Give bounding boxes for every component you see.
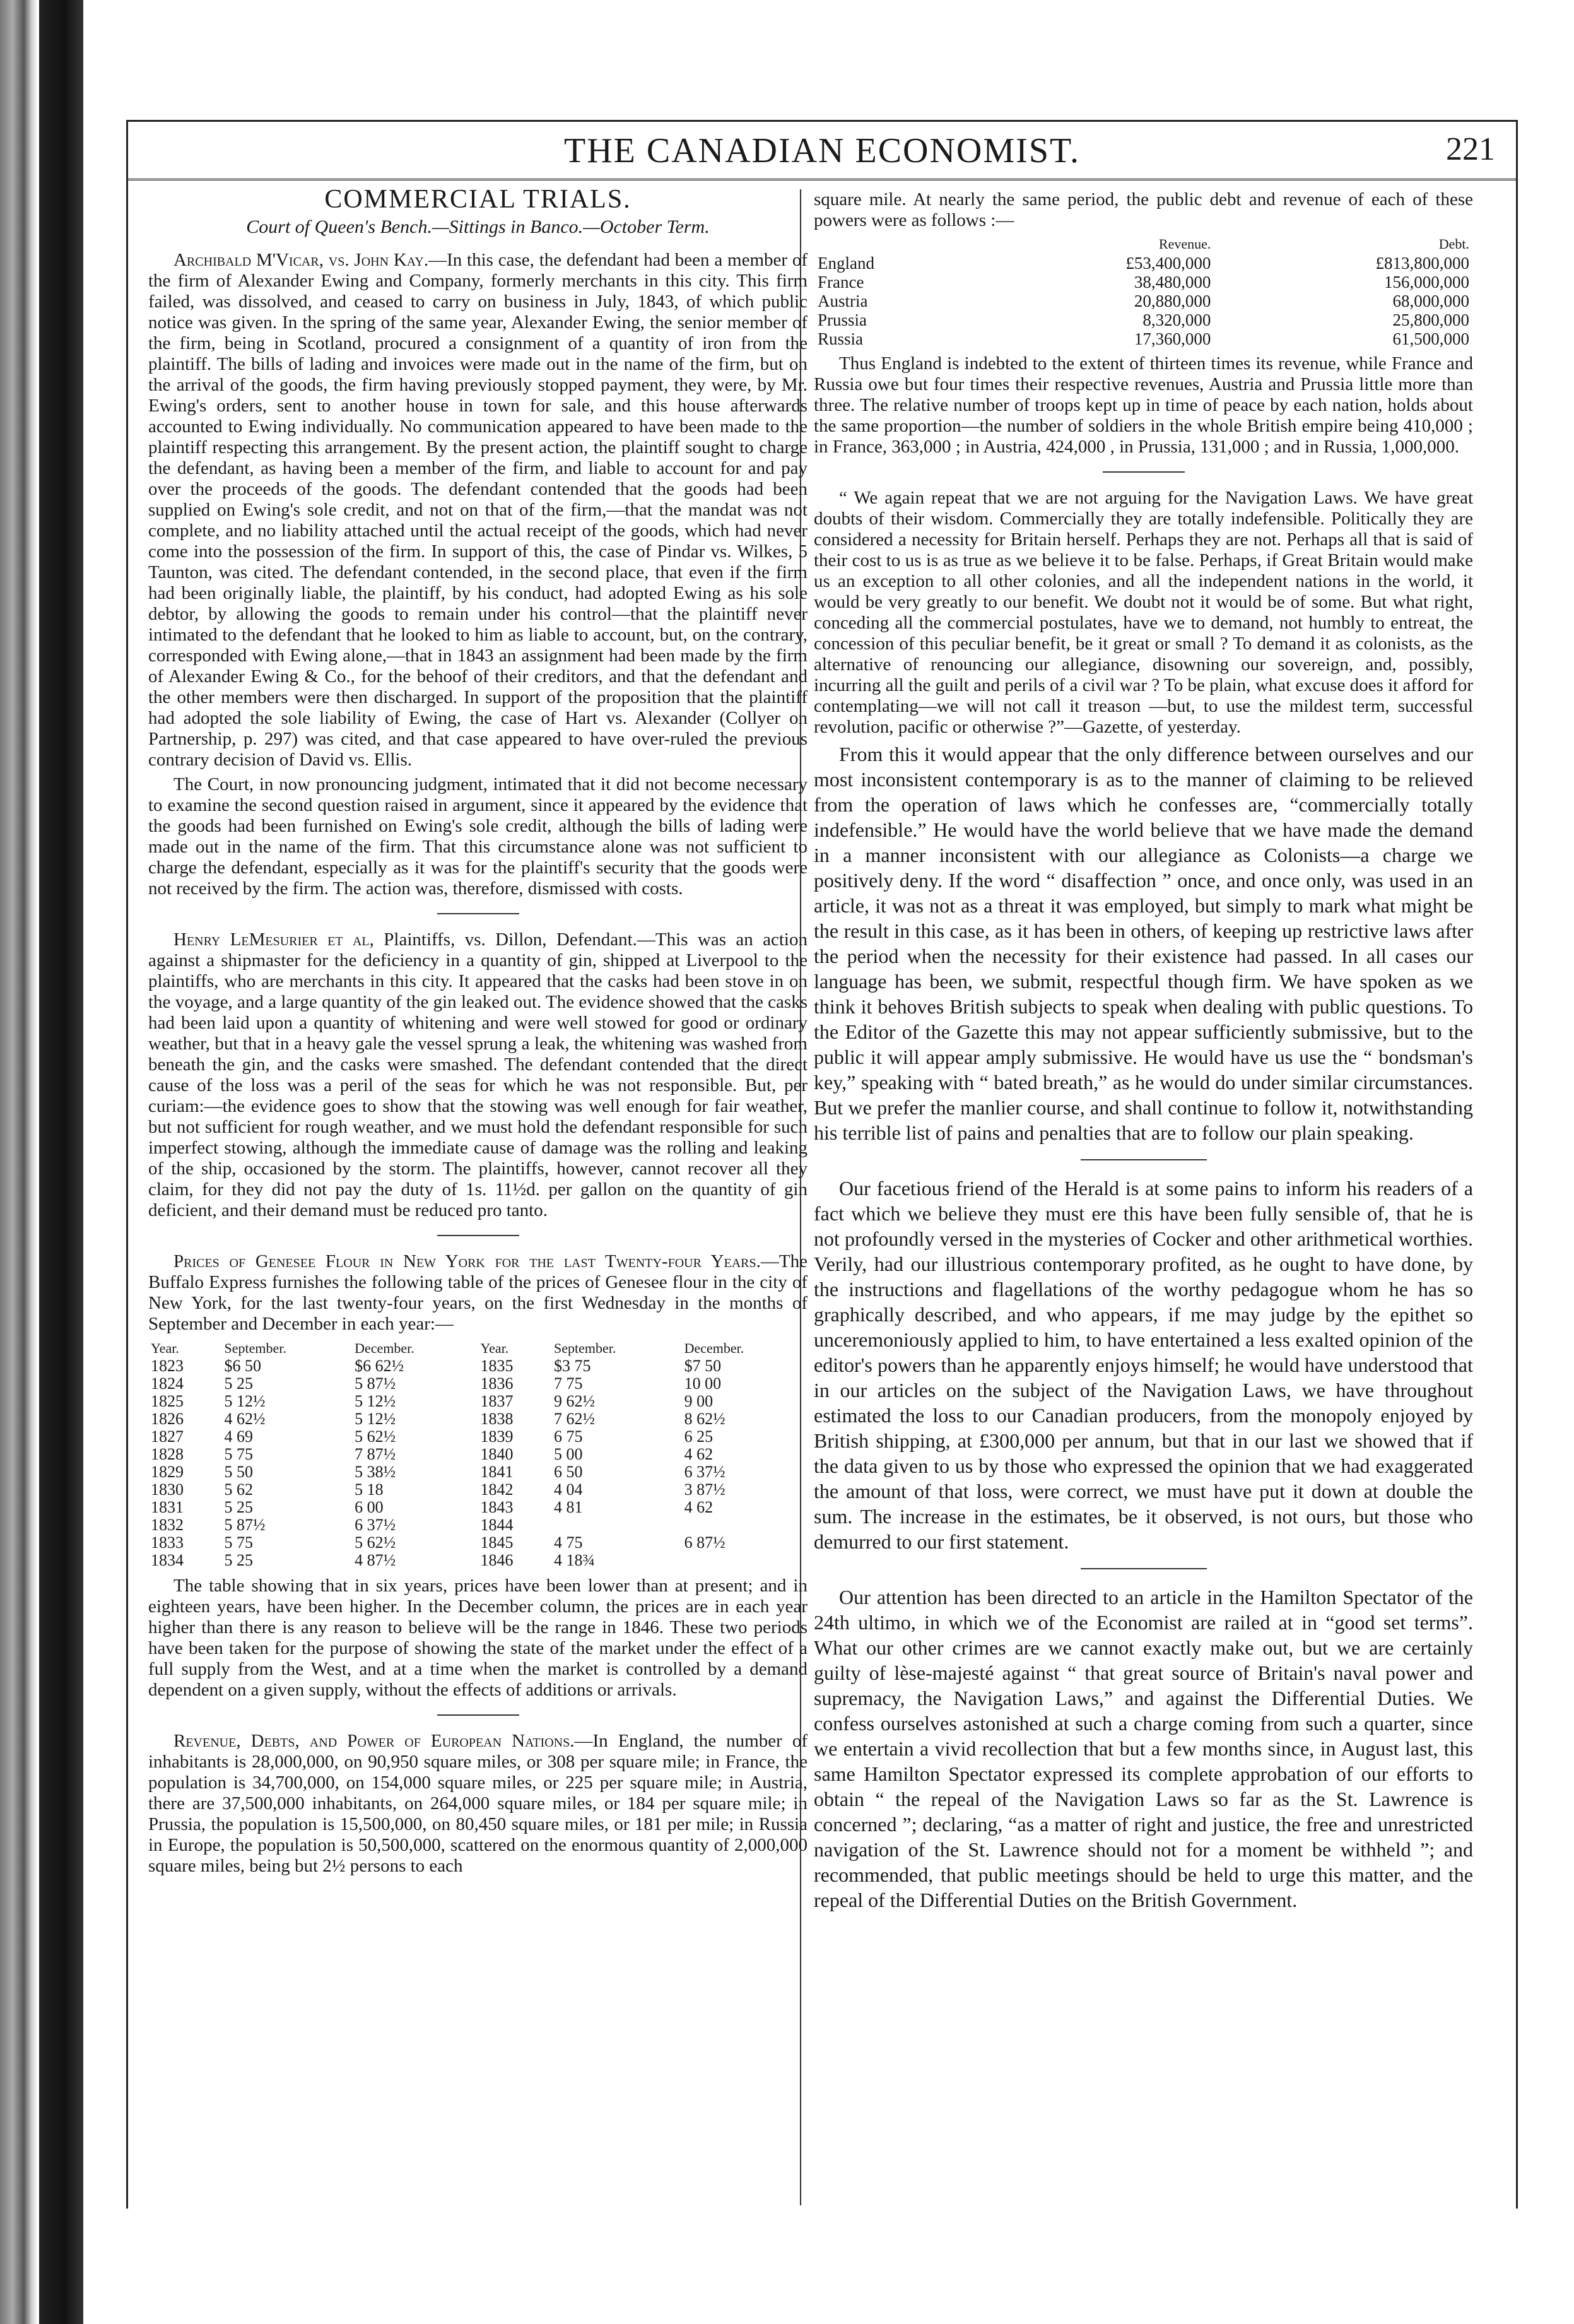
table-cell: 1844 (480, 1516, 514, 1534)
revenue-continued: square mile. At nearly the same period, the public debt and revenue of each of these powers were as follows :— (814, 189, 1473, 230)
table-row (148, 1393, 808, 1410)
table-row (148, 1357, 808, 1375)
table-row (148, 1499, 808, 1516)
table-cell: 1842 (480, 1480, 514, 1499)
table-header: December. (684, 1340, 744, 1356)
revenue-paragraph (148, 1731, 808, 1877)
spectator-paragraph: Our attention has been directed to an article in the Hamilton Spectator of the 24th ultimo, in which we of the Economist are railed at in “good set terms”. What our other crimes are we cannot exactly make out, but we are certainly guilty of lèse-majesté against “ that great source of Britain's naval power and supremacy, the Navigation Laws,” and against the Differential Duties. We confess ourselves astonished at such a charge coming from such a quarter, since we entertain a vivid recollection that but a few months since, in August last, this same Hamilton Spectator expressed its complete approbation of our efforts to obtain “ the repeal of the Navigation Laws so far as the St. Lawrence is concerned ”; declaring, “as a matter of right and justice, the free and unrestricted navigation of the St. Lawrence should not for a moment be withheld ”; and recommended, that public meetings should be held to urge this matter, and the repeal of the Differential Duties on the British Government. (814, 1586, 1473, 1911)
table-cell: 1827 (151, 1427, 184, 1446)
amount-cell: 25,800,000 (1392, 310, 1469, 329)
country-name: England (818, 254, 874, 273)
table-row (148, 1428, 808, 1446)
table-cell: 5 75 (224, 1445, 254, 1463)
table-cell: 1825 (151, 1392, 184, 1410)
table-cell: 6 00 (355, 1498, 384, 1516)
table-cell: 8 62½ (684, 1410, 725, 1428)
flour-prices-table (148, 1340, 808, 1569)
amount-cell: 61,500,000 (1392, 329, 1469, 348)
debt-note: Thus England is indebted to the extent of thirteen times its revenue, while France and Russia owe but four times their respective revenues, Austria and Prussia little more than three. The relative number of troops kept up in time of peace by each nation, holds about the same proportion—the number of soldiers in the whole British empire being 410,000 ; in France, 363,000 ; in Austria, 424,000 , in Prussia, 131,000 ; and in Russia, 1,000,000. (814, 353, 1473, 457)
section-rule (437, 1235, 519, 1236)
table-cell: 1826 (151, 1410, 184, 1428)
table-cell: 9 62½ (554, 1392, 595, 1410)
table-cell: 6 87½ (684, 1533, 725, 1552)
amount-cell: £813,800,000 (1375, 254, 1469, 273)
table-cell: 6 75 (554, 1427, 583, 1446)
table-cell: 1834 (151, 1551, 184, 1569)
table-cell: 4 69 (224, 1427, 254, 1446)
table-cell: $6 50 (224, 1357, 262, 1375)
table-row (814, 310, 1473, 329)
table-cell: 1843 (480, 1498, 514, 1516)
table-cell: 1824 (151, 1374, 184, 1393)
table-header: September. (224, 1340, 286, 1356)
table-cell: 1838 (480, 1410, 514, 1428)
table-header-row (814, 235, 1473, 254)
table-cell: 4 04 (554, 1480, 583, 1499)
section-rule (437, 1714, 519, 1716)
page-number: 221 (1446, 131, 1495, 167)
table-cell: 5 87½ (224, 1516, 266, 1534)
table-row (148, 1446, 808, 1463)
table-cell: 1845 (480, 1533, 514, 1552)
table-cell: 1832 (151, 1516, 184, 1534)
table-cell: 5 00 (554, 1445, 583, 1463)
editorial-paragraph: From this it would appear that the only difference between ourselves and our most inconsistent contemporary is as to the manner of claiming to be relieved from the operation of laws which he confesses are, “commercially totally indefensible.” He would have the world believe that we have made the demand in a manner inconsistent with our allegiance as Colonists—a charge we positively deny. If the word “ disaffection ” once, and once only, was used in an article, it was not as a threat it was employed, but simply to mark what might be the result in this case, as it has been in others, of keeping up restrictive laws after the period when the necessity for their existence had passed. In all cases our language has been, we submit, respectful though firm. We have spoken as we think it behoves British subjects to speak when dealing with public questions. To the Editor of the Gazette this may not appear sufficiently submissive, but to the public it will appear amply submissive. He would have us use the “ bondsman's key,” speaking with “ bated breath,” as he would do under similar circumstances. But we prefer the manlier course, and shall continue to follow it, notwithstanding his terrible list of pains and penalties that are to follow our plain speaking. (814, 743, 1473, 1144)
table-cell: 1840 (480, 1445, 514, 1463)
table-header-row (148, 1340, 808, 1357)
debt-table-body (814, 254, 1473, 348)
table-row (148, 1534, 808, 1552)
table-cell: 6 25 (684, 1427, 714, 1446)
herald-paragraph: Our facetious friend of the Herald is at some pains to inform his readers of a fact which we believe they must ere this have been fully sensible of, that he is not profoundly versed in the mysteries of Cocker and other arithmetical worthies. Verily, had our illustrious contemporary profited, as he ought to have done, by the instructions and flagellations of the worthy pedagogue whom he has so graphically described, and who appears, if me may judge by the epithet so unceremoniously applied to him, to have entertained a less exalted opinion of the editor's powers than he apparently enjoys himself; he would have understood that in our articles on the subject of the Navigation Laws, we have throughout estimated the loss to our Canadian producers, from the monopoly enjoyed by British shipping, at £300,000 per annum, but that in our last we showed that if the data given to us by those who expressed the opinion that we had exaggerated the amount of that loss, were correct, we must have put it down at double the sum. The increase in the estimates, be it observed, is not ours, but those who demurred to our first statement. (814, 1177, 1473, 1553)
table-row (148, 1552, 808, 1569)
case-title: Archibald M'Vicar, vs. John Kay. (173, 250, 429, 270)
table-cell: 7 75 (554, 1374, 583, 1393)
table-cell: $3 75 (554, 1357, 591, 1375)
table-cell: 6 50 (554, 1463, 583, 1481)
table-row (814, 329, 1473, 348)
amount-cell: 68,000,000 (1392, 292, 1469, 310)
table-cell: 1823 (151, 1357, 184, 1375)
table-cell: 4 81 (554, 1498, 583, 1516)
table-row (814, 254, 1473, 273)
amount-cell: 38,480,000 (1134, 273, 1211, 292)
table-cell: 5 18 (355, 1480, 384, 1499)
table-row (814, 273, 1473, 292)
table-cell: 5 25 (224, 1551, 254, 1569)
page-header (126, 120, 1518, 180)
table-cell: 5 87½ (355, 1374, 396, 1393)
table-row (148, 1516, 808, 1534)
gazette-quote: “ We again repeat that we are not arguing for the Navigation Laws. We have great doubts of their wisdom. Commercially they are totally indefensible. Politically they are considered a necessity for Britain herself. Perhaps they are not. Perhaps all that is said of their cost to us is as true as we believe it to be false. Perhaps, if Great Britain would make us an exception to all other colonies, and all the independent nations in the world, it would be very greatly to our benefit. We doubt not it would be of some. But what right, conceding all the commercial postulates, have we to demand, not humbly to entreat, the concession of this peculiar benefit, be it great or small ? To demand it as colonists, as the alternative of renouncing our allegiance, disowning our sovereign, and, possibly, incurring all the guilt and perils of a civil war ? To be plain, what excuse does it afford for contemplating—we will not call it treason —but, to use the mildest term, successful revolution, pacific or otherwise ?”—Gazette, of yesterday. (814, 488, 1473, 737)
court-judgment-paragraph: The Court, in now pronouncing judgment, intimated that it did not become necessary to examine the second question raised in argument, since it appeared by the evidence that the goods had been furnished on Ewing's sole credit, although the bills of lading were made out in the name of the firm. That this circumstance alone was not sufficient to charge the defendant, especially as it was for the plaintiff's security that the goods were not received by the firm. The action was, therefore, dismissed with costs. (148, 774, 808, 899)
table-cell: 5 62½ (355, 1427, 396, 1446)
section-subheading: Court of Queen's Bench.—Sittings in Banco.—October Term. (246, 216, 710, 237)
table-cell: 5 12½ (355, 1392, 396, 1410)
article-text: —The Buffalo Express furnishes the following table of the prices of Genesee flour in the city of New York, for the last twenty-four years, on the first Wednesday in the months of September and December in each year:— (148, 1251, 808, 1334)
case-text: —In this case, the defendant had been a member of the firm of Alexander Ewing and Company, formerly merchants in this city. This firm failed, was dissolved, and ceased to carry on business in July, 1843, of which public notice was given. In the spring of the same year, Alexander Ewing, the senior member of the firm, being in Scotland, procured a consignment of a quantity of iron from the plaintiff. The bills of lading and invoices were made out in the name of the firm, but on the arrival of the goods, the firm having previously stopped payment, they were, by Mr. Ewing's orders, sent to another house in town for sale, and this house afterwards accounted to Ewing individually. No communication appeared to have been made to the plaintiff respecting this arrangement. By the present action, the plaintiff sought to charge the defendant, as having been a member of the firm, and liable to account for and pay over the proceeds of the goods. The defendant contended that the goods had been supplied on Ewing's sole credit, and not on that of the firm,—that the mandat was not complete, and no liability attached until the actual receipt of the goods, which had never come into the possession of the firm. In support of this, the case of Pindar vs. Wilkes, 5 Taunton, was cited. The defendant contended, in the second place, that even if the firm had been originally liable, the plaintiff, by his conduct, had adopted Ewing as his sole debtor, by allowing the goods to remain under his control—that the plaintiff never intimated to the defendant that he looked to him as liable to account, but, on the contrary, corresponded with Ewing alone,—that in 1843 an assignment had been made by the firm of Alexander Ewing & Co., for the behoof of their creditors, and that the defendant and the other members were then discharged. In support of the proposition that the plaintiff had adopted the sole liability of Ewing, the case of Hart vs. Alexander (Collyer on Partnership, p. 297) was cited, and that case appeared to have over-ruled the previous contrary decision of David vs. Ellis. (148, 250, 808, 770)
table-cell: 5 25 (224, 1498, 254, 1516)
table-cell (551, 1516, 682, 1534)
section-rule (1081, 1159, 1207, 1160)
table-cell: 1831 (151, 1498, 184, 1516)
table-cell: 4 18¾ (554, 1551, 595, 1569)
table-cell: 6 37½ (355, 1516, 396, 1534)
section-rule (1103, 471, 1185, 473)
table-cell: 4 62 (684, 1445, 714, 1463)
case-mvicar-paragraph (148, 250, 808, 770)
table-cell: 5 50 (224, 1463, 254, 1481)
table-row (148, 1463, 808, 1481)
table-header: Debt. (1438, 236, 1469, 252)
table-cell: 1828 (151, 1445, 184, 1463)
table-cell: 1836 (480, 1374, 514, 1393)
table-cell: 1846 (480, 1551, 514, 1569)
table-cell: 1835 (480, 1357, 514, 1375)
left-column (148, 185, 808, 1880)
amount-cell: 17,360,000 (1134, 329, 1211, 348)
case-text: Plaintiffs, vs. Dillon, Defendant.—This was an action against a shipmaster for the deficiency in a quantity of gin, shipped at Liverpool to the plaintiffs, who are merchants in this city. It appeared that the casks had been stove in on the voyage, and a large quantity of the gin leaked out. The evidence showed that the casks had been laid upon a quantity of whitening and were well stowed for good or ordinary weather, but that in a heavy gale the vessel sprung a leak, the whitening was washed from beneath the gin, and the casks were smashed. The defendant contended that the direct cause of the loss was a peril of the seas for which he was not responsible. But, per curiam:—the evidence goes to show that the stowing was well enough for fair weather, but not sufficient for rough weather, and we must hold the defendant responsible for such imperfect stowing, although the immediate cause of damage was the rolling and leaking of the ship, occasioned by the storm. The plaintiffs, however, cannot recover all they claim, for they did not pay the duty of 1s. 11½d. per gallon on the quantity of gin deficient, and their demand must be reduced pro tanto. (148, 929, 808, 1220)
flour-prices-commentary: The table showing that in six years, prices have been lower than at present; and in eighteen years, have been higher. In the December column, the prices are in each year higher than there is any reason to believe will be the range in 1846. These two periods have been taken for the purpose of showing the state of the market under the effect of a full supply from the West, and at a time when the market is controlled by a demand dependent on a given supply, without the effects of additions or arrivals. (148, 1576, 808, 1700)
amount-cell: 156,000,000 (1384, 273, 1469, 292)
table-cell: 6 37½ (684, 1463, 725, 1481)
article-title: Revenue, Debts, and Power of European Nations. (173, 1731, 575, 1751)
table-cell (682, 1516, 808, 1534)
table-cell: 5 38½ (355, 1463, 396, 1481)
amount-cell: £53,400,000 (1125, 254, 1211, 273)
table-cell: 5 25 (224, 1374, 254, 1393)
table-row (148, 1375, 808, 1393)
table-cell: 4 62 (684, 1498, 714, 1516)
flour-table-body (148, 1357, 808, 1569)
amount-cell: 8,320,000 (1142, 310, 1211, 329)
section-rule (437, 913, 519, 914)
table-header: Year. (151, 1340, 179, 1356)
table-cell: 1829 (151, 1463, 184, 1481)
country-name: France (818, 273, 864, 292)
table-cell: 10 00 (684, 1374, 722, 1393)
book-binding-shadow (39, 0, 83, 2324)
table-cell: 5 12½ (224, 1392, 266, 1410)
table-cell: 5 75 (224, 1533, 254, 1552)
table-row (148, 1481, 808, 1499)
table-header: December. (355, 1340, 414, 1356)
section-heading: COMMERCIAL TRIALS. (324, 185, 631, 214)
table-cell: 3 87½ (684, 1480, 725, 1499)
table-cell: $7 50 (684, 1357, 722, 1375)
country-name: Russia (818, 329, 864, 348)
case-lemesurier-paragraph (148, 929, 808, 1221)
table-header: September. (554, 1340, 616, 1356)
table-row (814, 292, 1473, 310)
table-cell: 1839 (480, 1427, 514, 1446)
table-cell: 4 87½ (355, 1551, 396, 1569)
table-cell: 5 12½ (355, 1410, 396, 1428)
article-text: —In England, the number of inhabitants is 28,000,000, on 90,950 square miles, or 308 per square mile; in France, the population is 34,700,000, on 154,000 square miles, or 225 per square mile; in Austria, there are 37,500,000 inhabitants, on 264,000 square miles, or 184 per square mile; in Prussia, the population is 15,500,000, on 80,450 square miles, or 181 per mile; in Russia in Europe, the population is 50,500,000, scattered on the enormous quantity of 2,000,000 square miles, being but 2½ persons to each (148, 1731, 808, 1876)
article-title: Prices of Genesee Flour in New York for the last Twenty-four Years. (173, 1251, 761, 1271)
table-header: Year. (480, 1340, 509, 1356)
table-cell: 5 62½ (355, 1533, 396, 1552)
case-title: Henry LeMesurier et al, (173, 929, 374, 950)
country-name: Austria (818, 292, 868, 310)
book-spine-edge (0, 0, 38, 2324)
table-cell: 4 62½ (224, 1410, 266, 1428)
section-rule (1081, 1568, 1207, 1569)
table-cell: 9 00 (684, 1392, 714, 1410)
table-header: Revenue. (1158, 236, 1211, 252)
table-cell: 1841 (480, 1463, 514, 1481)
table-cell: 1830 (151, 1480, 184, 1499)
table-row (148, 1410, 808, 1428)
table-cell: 1833 (151, 1533, 184, 1552)
revenue-debt-table (814, 235, 1473, 348)
table-cell: 1837 (480, 1392, 514, 1410)
table-cell: 7 62½ (554, 1410, 595, 1428)
amount-cell: 20,880,000 (1134, 292, 1211, 310)
table-cell: 5 62 (224, 1480, 254, 1499)
journal-title: THE CANADIAN ECONOMIST. (563, 131, 1081, 170)
country-name: Prussia (818, 310, 867, 329)
right-column (814, 189, 1473, 1916)
table-cell: $6 62½ (355, 1357, 404, 1375)
table-header (814, 235, 978, 254)
table-cell: 7 87½ (355, 1445, 396, 1463)
table-cell: 4 75 (554, 1533, 583, 1552)
table-cell (682, 1552, 808, 1569)
flour-prices-intro (148, 1251, 808, 1335)
